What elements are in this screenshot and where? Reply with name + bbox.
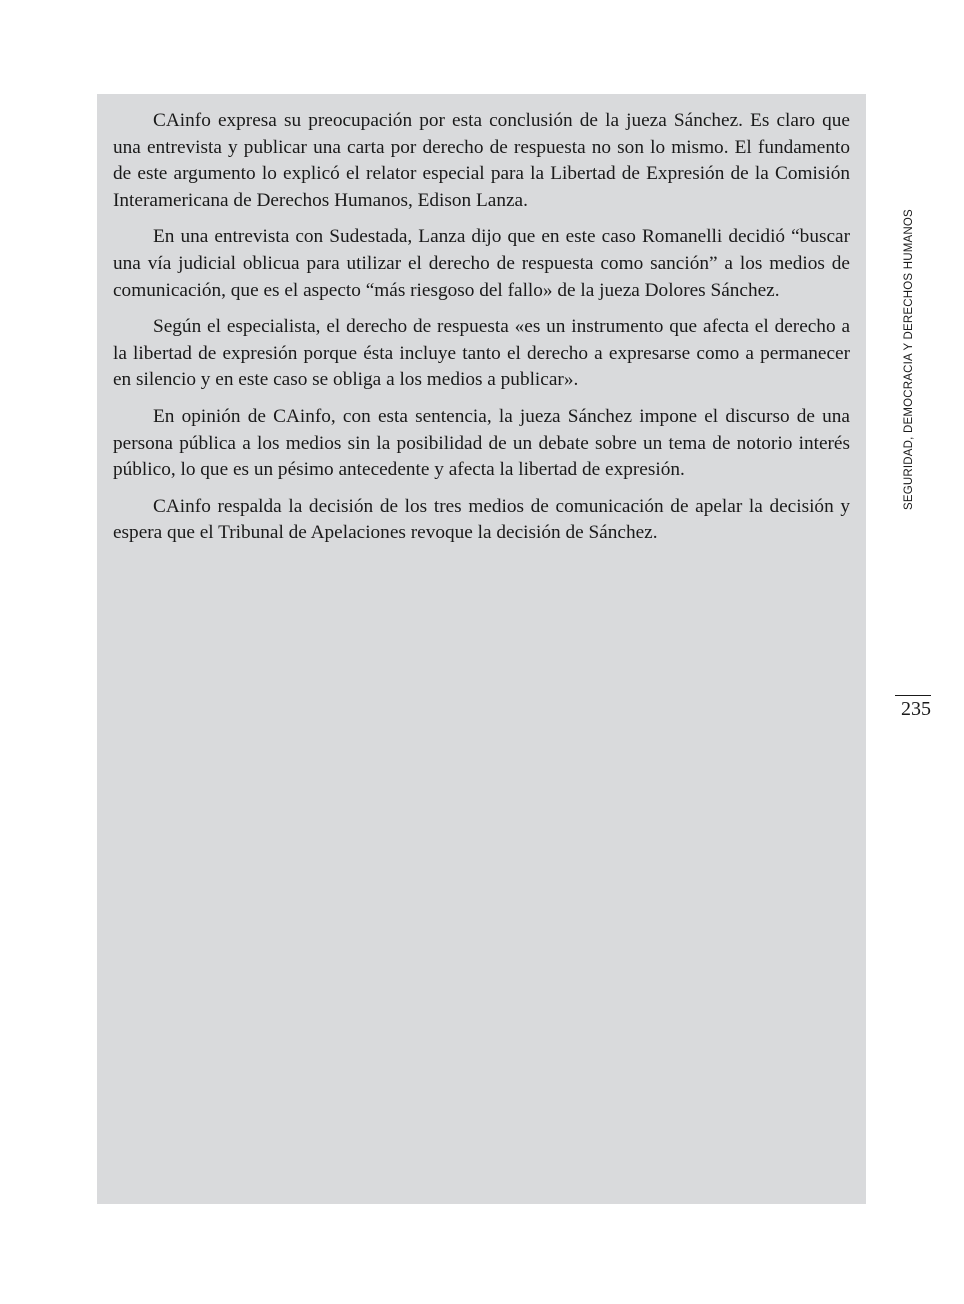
paragraph-1: CAinfo expresa su preocupación por esta conclusión de la jueza Sánchez. Es claro que una entrevista y publicar una carta por derecho de respuesta no son lo mismo. El fundamento de este argumento lo explicó el relator especial para la Libertad de Expresión de la Comisión Interamericana de Derechos Humanos, Edison Lanza. bbox=[113, 110, 850, 211]
running-section-title: SEGURIDAD, DEMOCRACIA Y DERECHOS HUMANOS bbox=[903, 209, 915, 510]
paragraph-2: En una entrevista con Sudestada, Lanza dijo que en este caso Romanelli decidió “buscar una vía judicial oblicua para utilizar el derecho de respuesta como sanción” a los medios de comunicación, que es el aspecto “más riesgoso del fallo» de la jueza Dolores Sánchez. bbox=[113, 226, 850, 301]
body-text bbox=[113, 108, 850, 557]
page-number-rule bbox=[895, 695, 931, 696]
paragraph-5: CAinfo respalda la decisión de los tres medios de comunicación de apelar la decisión y espera que el Tribunal de Apelaciones revoque la decisión de Sánchez. bbox=[113, 495, 850, 544]
paragraph-4: En opinión de CAinfo, con esta sentencia, la jueza Sánchez impone el discurso de una persona pública a los medios sin la posibilidad de un debate sobre un tema de notorio interés público, lo que es un pésimo antecedente y afecta la libertad de expresión. bbox=[113, 405, 850, 481]
page-number: 235 bbox=[901, 698, 931, 720]
paragraph-3: Según el especialista, el derecho de respuesta «es un instrumento que afecta el derecho a la libertad de expresión porque ésta incluye tanto el derecho a expresarse como a permanecer en silencio y en este caso se obliga a los medios a publicar». bbox=[113, 316, 850, 391]
